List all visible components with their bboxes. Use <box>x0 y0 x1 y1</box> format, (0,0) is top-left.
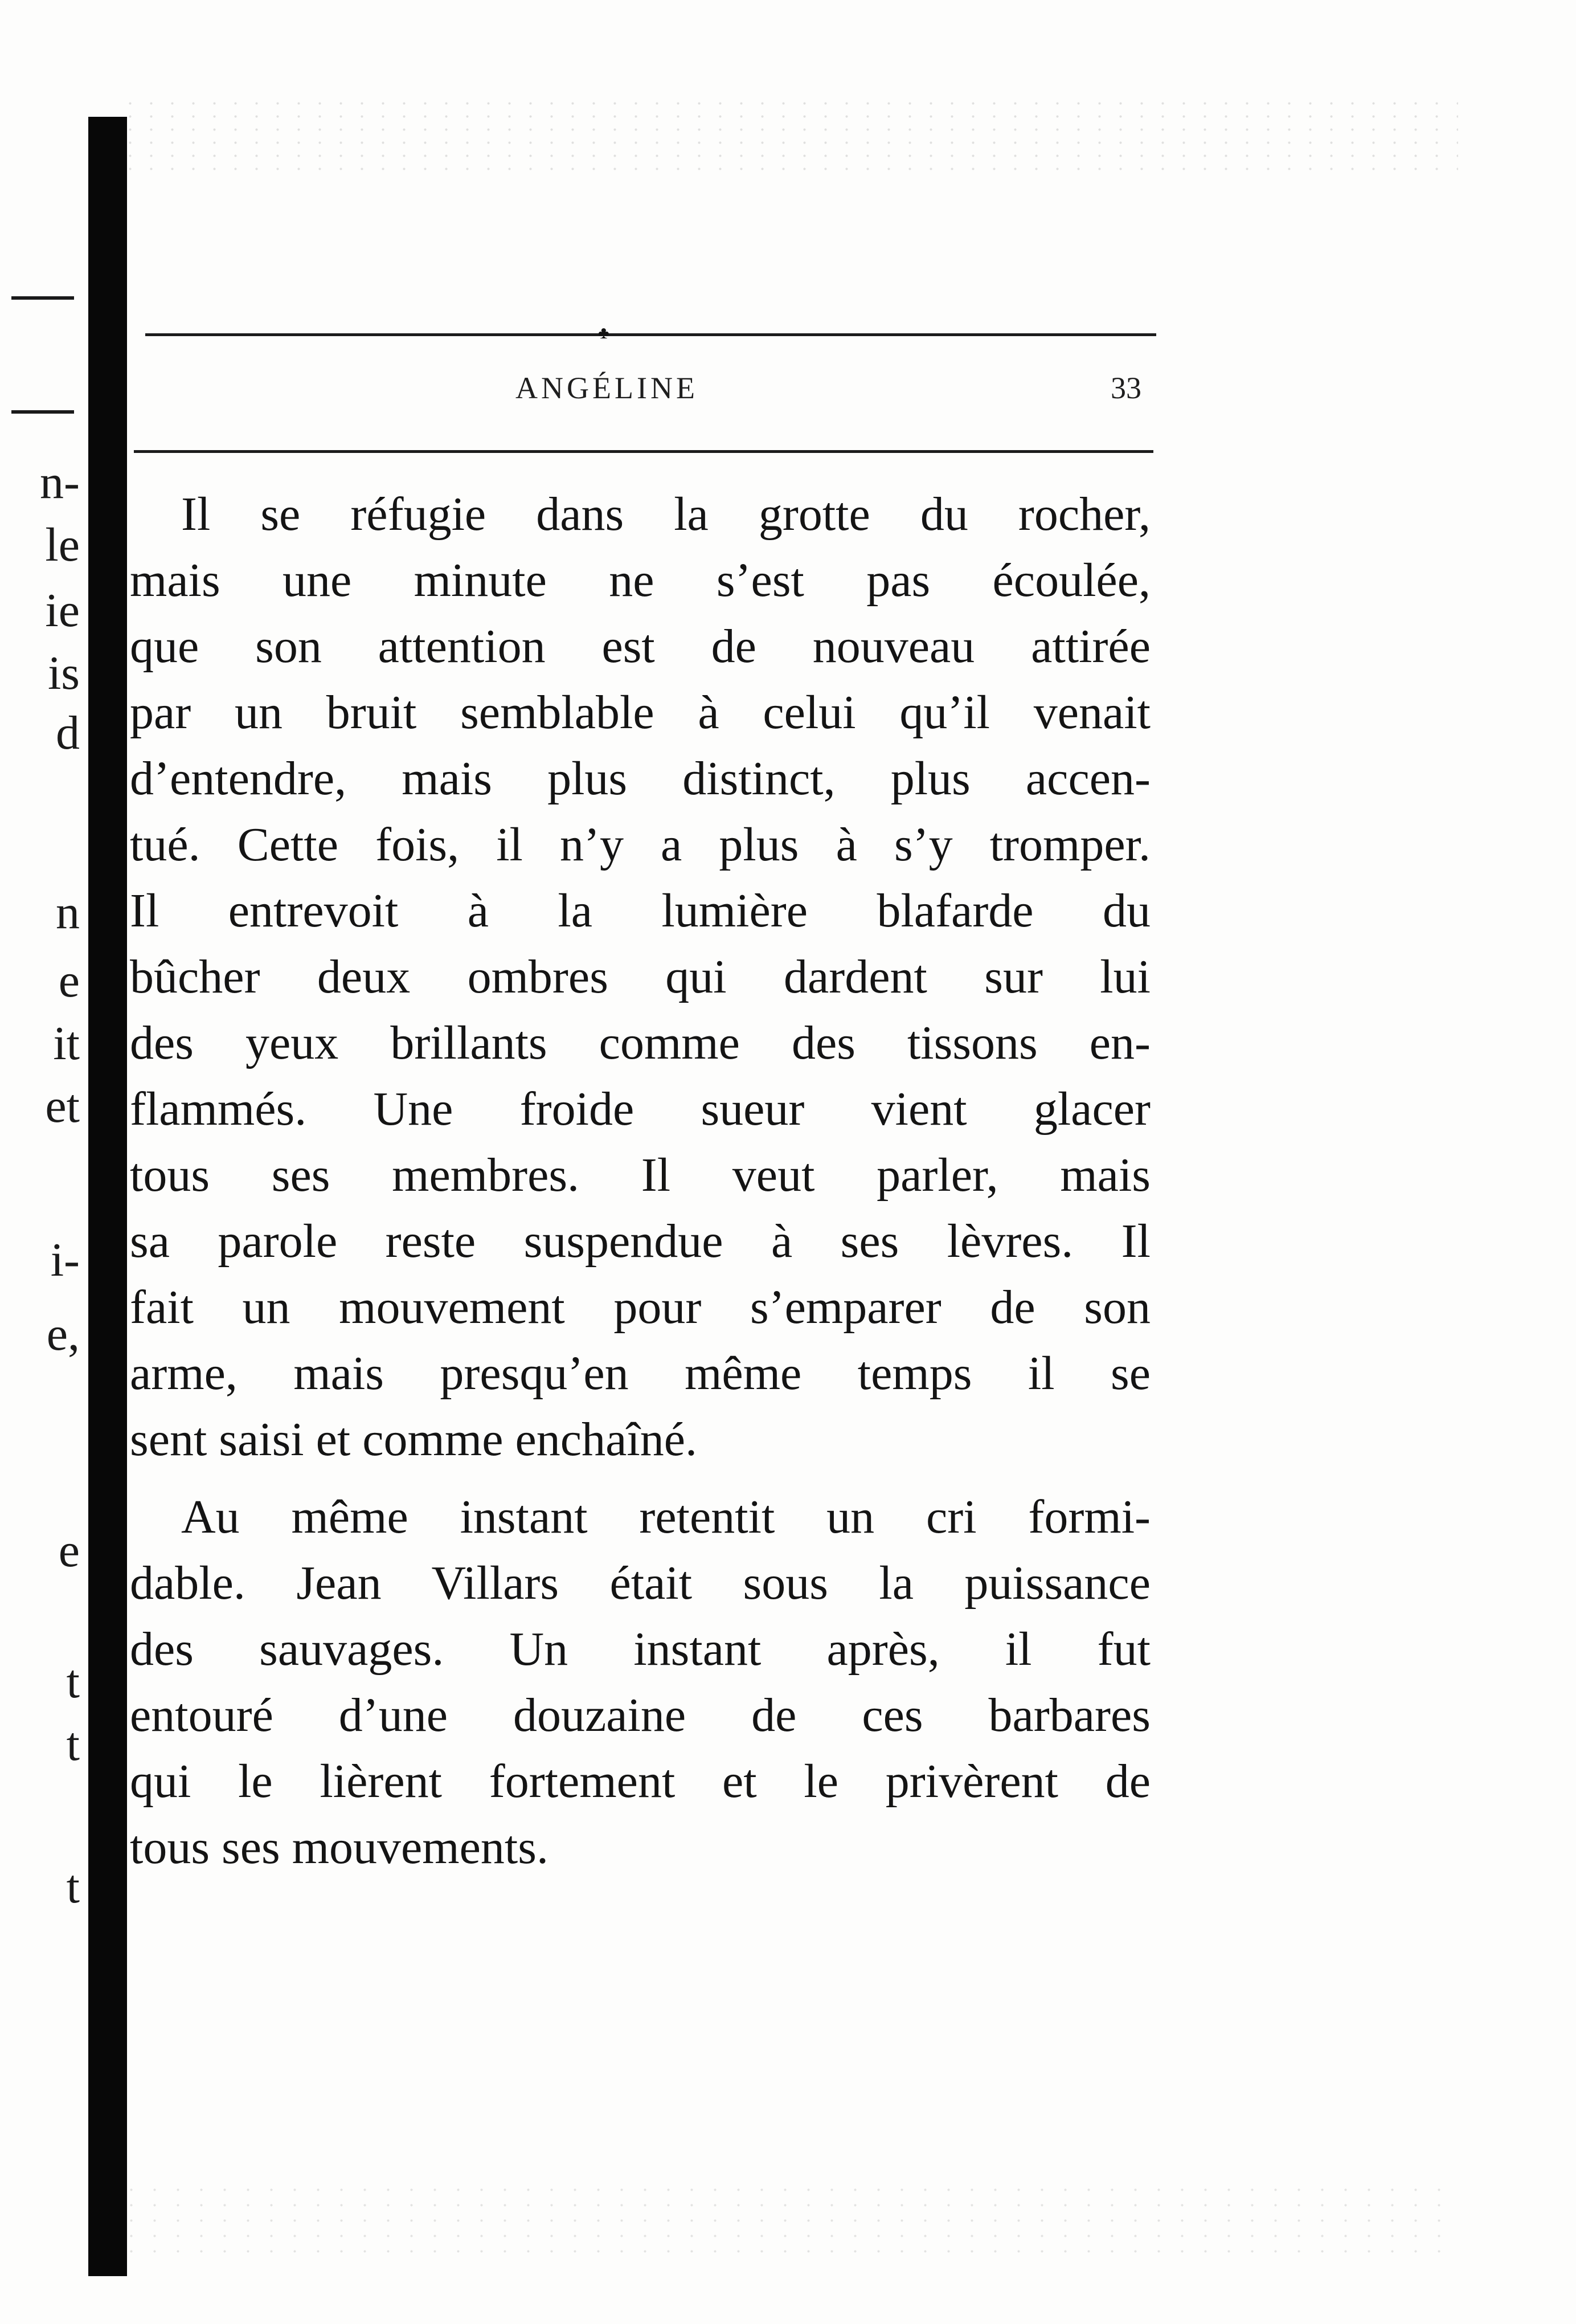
text-line: que son attention est de nouveau attirée <box>130 620 1151 673</box>
text-line: tous ses mouvements. <box>130 1821 548 1874</box>
text-line: entouré d’une douzaine de ces barbares <box>130 1689 1151 1742</box>
text-line: Il se réfugie dans la grotte du rocher, <box>181 488 1151 541</box>
facing-page-fragment: d <box>56 706 80 759</box>
text-line: dable. Jean Villars était sous la puissance <box>130 1557 1151 1610</box>
text-line: sa parole reste suspendue à ses lèvres. Il <box>130 1215 1151 1268</box>
facing-page-fragment: t <box>66 1860 80 1913</box>
facing-page-fragment: ie <box>45 584 80 637</box>
text-line: Au même instant retentit un cri formi- <box>181 1490 1151 1543</box>
text-line: des sauvages. Un instant après, il fut <box>130 1623 1151 1676</box>
text-line: fait un mouvement pour s’emparer de son <box>130 1281 1151 1334</box>
facing-page-fragment: le <box>45 518 80 571</box>
text-line: arme, mais presqu’en même temps il se <box>130 1347 1151 1400</box>
paragraph-gap <box>130 1473 1151 1484</box>
text-line: mais une minute ne s’est pas écoulée, <box>130 554 1151 607</box>
scan-noise-top <box>120 97 1458 171</box>
facing-page-fragment: n- <box>40 456 80 509</box>
text-line: par un bruit semblable à celui qu’il venait <box>130 686 1151 739</box>
text-line: des yeux brillants comme des tissons en- <box>130 1016 1151 1069</box>
text-line: flammés. Une froide sueur vient glacer <box>130 1083 1151 1136</box>
facing-page-fragment: n <box>56 886 80 939</box>
body-text <box>130 481 1151 1881</box>
text-line: Il entrevoit à la lumière blafarde du <box>130 884 1151 937</box>
facing-page-fragment: e <box>58 954 80 1007</box>
facing-page-fragment: t <box>66 1655 80 1708</box>
text-line: tous ses membres. Il veut parler, mais <box>130 1149 1151 1202</box>
facing-page-fragment: et <box>45 1080 80 1133</box>
header-rule-top <box>145 333 1156 336</box>
facing-page-fragment: t <box>66 1718 80 1771</box>
running-title: ANGÉLINE <box>515 371 698 405</box>
header-rule-bottom <box>134 450 1153 453</box>
facing-page-fragment: e, <box>46 1308 80 1361</box>
binding-shadow <box>88 117 127 2276</box>
facing-page-fragment: i- <box>50 1234 80 1286</box>
text-line: bûcher deux ombres qui dardent sur lui <box>130 950 1151 1003</box>
text-line: qui le lièrent fortement et le privèrent de <box>130 1755 1151 1808</box>
facing-page-fragment: is <box>47 647 80 700</box>
facing-page-fragment: it <box>53 1017 80 1070</box>
page-number: 33 <box>1111 371 1141 405</box>
text-line: tué. Cette fois, il n’y a plus à s’y tromper. <box>130 818 1151 871</box>
facing-page-rule <box>11 296 74 300</box>
text-line: d’entendre, mais plus distinct, plus accen- <box>130 752 1151 805</box>
fleuron-ornament: ♣ <box>598 324 609 342</box>
facing-page-rule <box>11 410 74 414</box>
scan-noise-bottom <box>120 2182 1458 2262</box>
facing-page-bleed <box>0 0 85 2324</box>
facing-page-fragment: e <box>58 1524 80 1577</box>
text-line: sent saisi et comme enchaîné. <box>130 1413 697 1466</box>
